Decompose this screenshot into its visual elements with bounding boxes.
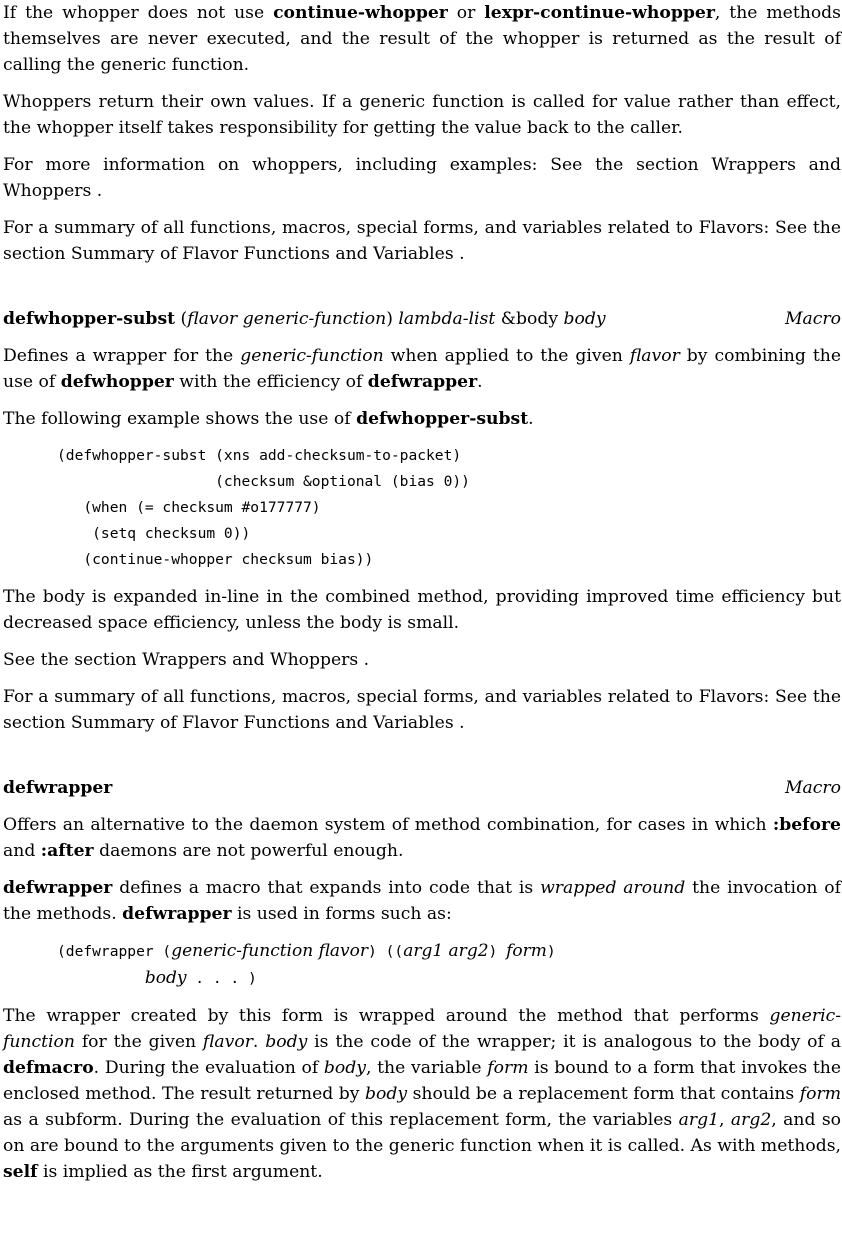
defwhopper-subst-description: Defines a wrapper for the generic-function when applied to the given flavor by combining the use of defwhopper with the efficiency of defwrapper. [3,346,841,392]
defwrapper-kind: Macro [784,778,841,798]
defwhopper-subst-kind: Macro [784,309,841,329]
defwrapper-usage: defwrapper defines a macro that expands into code that is wrapped around the invocation of the methods. defwrapper is used in forms such as: [3,878,841,924]
flavors-summary-paragraph-2: For a summary of all functions, macros, special forms, and variables related to Flavors: See the section Summary of Flavor Functions and Variables . [3,687,841,733]
whopper-paragraph-1: If the whopper does not use continue-whopper or lexpr-continue-whopper, the methods themselves are never executed, and the result of the whopper is returned as the result of calling the generic function. [3,3,841,75]
defwhopper-subst-efficiency-note: The body is expanded in-line in the combined method, providing improved time efficiency but decreased space efficiency, unless the body is small. [3,587,841,633]
defwrapper-header [3,775,841,801]
code-line: (when (= checksum #o177777) [57,499,321,516]
document-page [3,0,841,1196]
code-line: (setq checksum 0)) [57,525,251,542]
defwrapper-explanation: The wrapper created by this form is wrapped around the method that performs generic-function for the given flavor. body is the code of the wrapper; it is analogous to the body of a defmacro. During the evaluation of body, the variable form is bound to a form that invokes the enclosed method. The result returned by body should be a replacement form that contains form as a subform. During the evaluation of this replacement form, the variables arg1, arg2, and so on are bound to the arguments given to the generic function when it is called. As with methods, self is implied as the first argument. [3,1006,842,1182]
defwhopper-subst-header [3,306,841,332]
defwhopper-subst-signature: defwhopper-subst (flavor generic-function) lambda-list &body body [3,309,606,329]
flavors-summary-paragraph-1: For a summary of all functions, macros, special forms, and variables related to Flavors: See the section Summary of Flavor Functions and Variables . [3,218,841,264]
defwrapper-name: defwrapper [3,778,113,798]
code-line: (defwhopper-subst (xns add-checksum-to-packet) [57,447,462,464]
defwhopper-subst-example-intro: The following example shows the use of defwhopper-subst. [3,409,534,429]
defwrapper-form-template [3,938,841,992]
code-line: (checksum &optional (bias 0)) [57,473,470,490]
code-line: body . . . ) [144,968,257,988]
whopper-reference-link[interactable]: For more information on whoppers, including examples: See the section Wrappers and Whoppers . [3,155,841,201]
wrappers-whoppers-link[interactable]: See the section Wrappers and Whoppers . [3,650,370,670]
whopper-paragraph-2: Whoppers return their own values. If a generic function is called for value rather than effect, the whopper itself takes responsibility for getting the value back to the caller. [3,92,841,138]
code-line: (continue-whopper checksum bias)) [57,551,374,568]
defwrapper-description: Offers an alternative to the daemon system of method combination, for cases in which :before and :after daemons are not powerful enough. [3,815,841,861]
defwhopper-subst-code-example [3,443,841,573]
code-line: (defwrapper (generic-function flavor) ((arg1 arg2) form) [57,941,556,961]
